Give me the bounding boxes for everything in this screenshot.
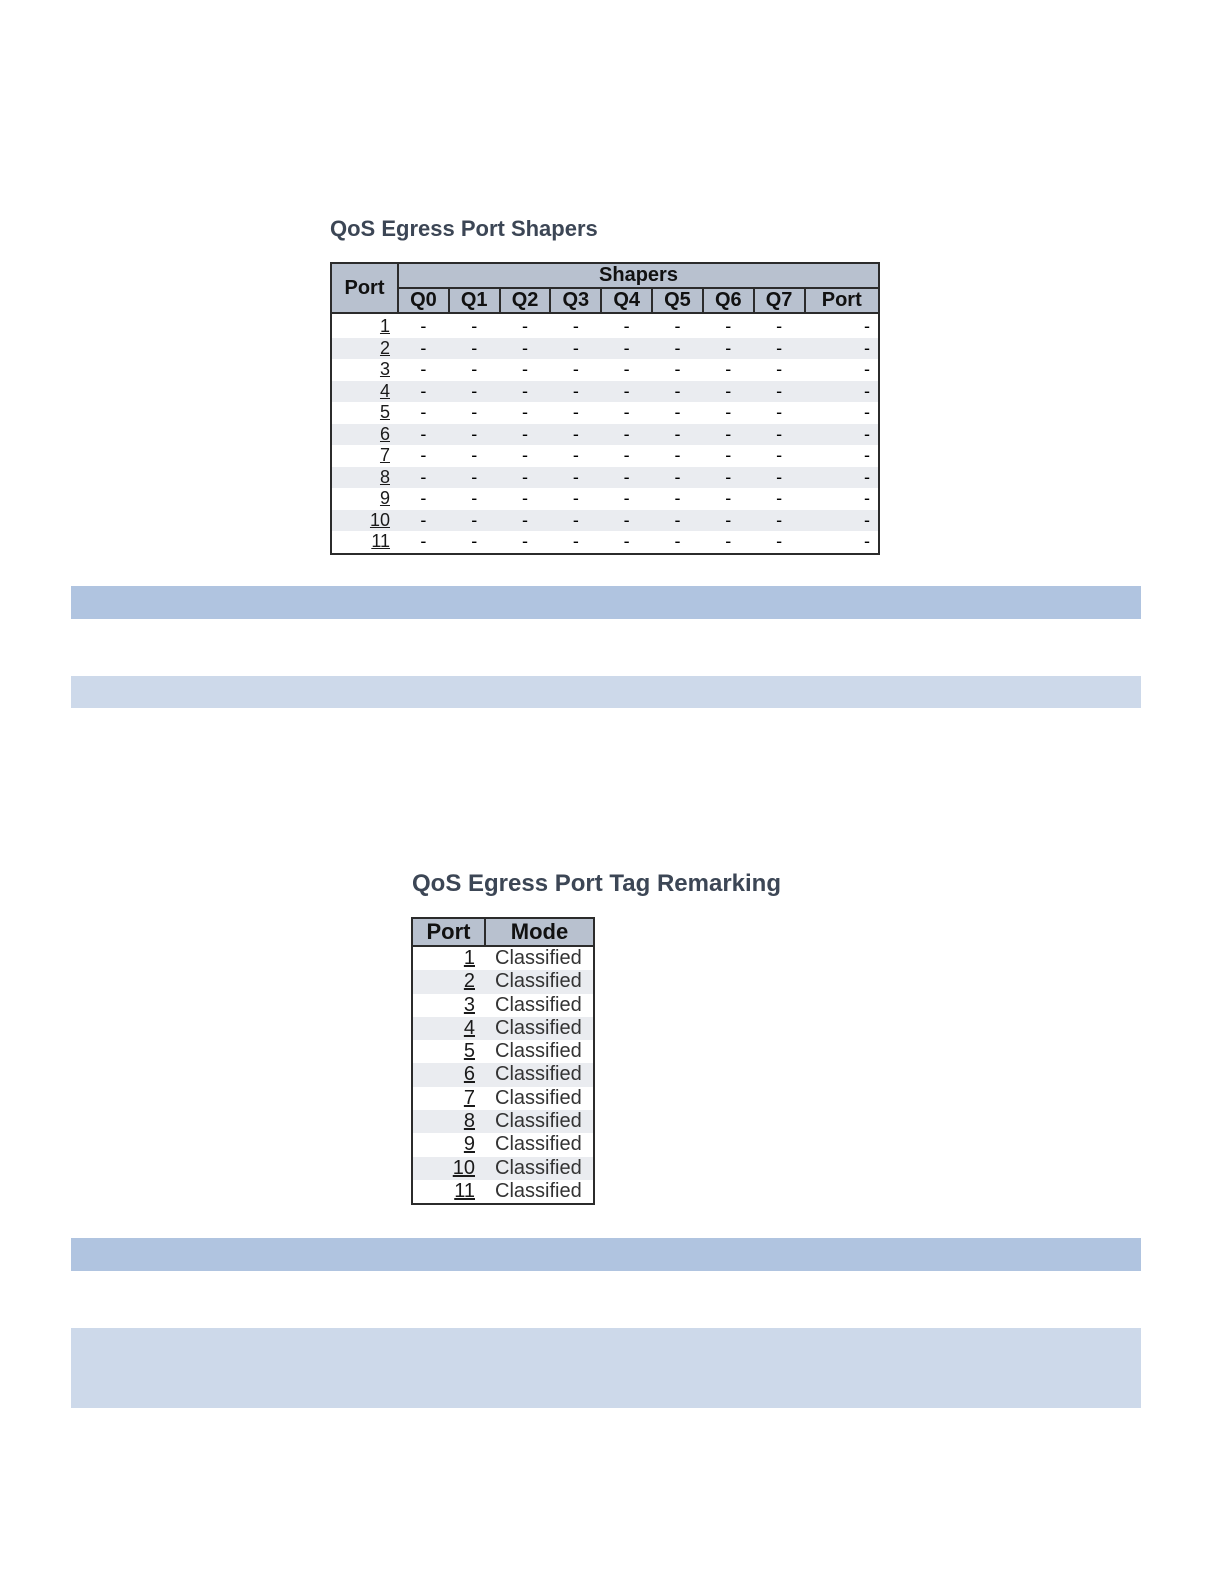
port-link[interactable]: 2 — [379, 337, 390, 358]
shaper-cell: - — [550, 424, 601, 446]
port-link[interactable]: 7 — [463, 1086, 475, 1109]
shaper-cell: - — [623, 445, 630, 465]
shaper-cell: - — [623, 402, 630, 422]
q1-column-header: Q1 — [449, 288, 500, 313]
shaper-cell: - — [776, 531, 783, 551]
shaper-cell: - — [754, 467, 805, 489]
shaper-cell: - — [522, 402, 529, 422]
shaper-cell: - — [776, 316, 783, 336]
shaper-cell: - — [725, 402, 732, 422]
shaper-cell: - — [674, 445, 681, 465]
shaper-cell: - — [398, 510, 449, 532]
port-cell — [412, 1157, 485, 1180]
table-row — [412, 1157, 594, 1180]
shaper-cell: - — [776, 445, 783, 465]
shaper-cell: - — [864, 445, 870, 465]
shaper-cell: - — [420, 402, 427, 422]
port-link[interactable]: 6 — [463, 1063, 475, 1086]
port-link[interactable]: 5 — [379, 402, 390, 422]
q5-column-header: Q5 — [652, 288, 703, 313]
table-row — [412, 994, 594, 1017]
shaper-cell: - — [572, 316, 579, 336]
port-cell — [331, 445, 398, 467]
table-row — [331, 510, 879, 532]
shaper-cell: - — [725, 488, 732, 508]
shaper-cell: - — [471, 359, 478, 379]
port-link[interactable]: 1 — [463, 947, 475, 969]
port-cell — [331, 467, 398, 489]
shaper-cell: - — [652, 467, 703, 489]
port-link[interactable]: 11 — [371, 531, 390, 551]
shaper-cell: - — [703, 467, 754, 489]
shaper-cell: - — [572, 531, 579, 551]
shaper-cell: - — [500, 338, 551, 360]
table-row — [412, 1180, 594, 1204]
q6-column-header: Q6 — [703, 288, 754, 313]
shaper-cell: - — [471, 531, 478, 551]
port-cell — [412, 1110, 485, 1133]
mode-cell: Classified — [495, 1179, 582, 1202]
shaper-cell: - — [398, 381, 449, 403]
shaper-cell: - — [500, 424, 551, 446]
shaper-cell: - — [522, 316, 529, 336]
mode-cell: Classified — [485, 970, 594, 993]
shaper-cell: - — [572, 488, 579, 508]
shaper-cell: - — [652, 381, 703, 403]
port-cell — [331, 531, 398, 554]
port-cell — [412, 994, 485, 1017]
mode-cell: Classified — [485, 1110, 594, 1133]
q4-column-header: Q4 — [601, 288, 652, 313]
shaper-cell: - — [674, 531, 681, 551]
port-cell — [412, 1180, 485, 1204]
port-link[interactable]: 3 — [379, 359, 390, 379]
section-band — [71, 1328, 1141, 1408]
shaper-cell: - — [805, 381, 880, 403]
table-row — [331, 424, 879, 446]
shaper-cell: - — [805, 424, 880, 446]
shaper-cell: - — [550, 467, 601, 489]
table-row — [412, 970, 594, 993]
port-link[interactable]: 6 — [379, 423, 390, 444]
shaper-cell: - — [449, 510, 500, 532]
shaper-cell: - — [471, 488, 478, 508]
shaper-cell: - — [420, 316, 427, 336]
port-cell — [412, 1087, 485, 1110]
shaper-cell: - — [652, 338, 703, 360]
mode-cell: Classified — [485, 1063, 594, 1086]
shaper-cell: - — [703, 424, 754, 446]
port-cell — [331, 488, 398, 510]
shaper-cell: - — [522, 359, 529, 379]
port-column-header: Port — [412, 918, 485, 946]
shaper-cell: - — [500, 467, 551, 489]
port-link[interactable]: 1 — [379, 316, 390, 336]
table-row — [412, 1017, 594, 1040]
shaper-cell: - — [420, 445, 427, 465]
shaper-cell: - — [703, 510, 754, 532]
table-row — [331, 402, 879, 424]
section-band — [71, 676, 1141, 708]
shaper-cell: - — [522, 531, 529, 551]
table-row — [331, 338, 879, 360]
port-cell — [331, 510, 398, 532]
table-row — [331, 467, 879, 489]
shaper-cell: - — [449, 424, 500, 446]
table-row — [331, 531, 879, 554]
shaper-cell: - — [754, 338, 805, 360]
shaper-cell: - — [522, 488, 529, 508]
shaper-cell: - — [500, 381, 551, 403]
shaper-cell: - — [864, 359, 870, 379]
mode-cell: Classified — [495, 947, 582, 969]
port-cell — [331, 402, 398, 424]
shaper-cell: - — [572, 359, 579, 379]
port-link[interactable]: 2 — [463, 970, 475, 993]
shaper-cell: - — [550, 381, 601, 403]
shaper-cell: - — [550, 510, 601, 532]
shaper-cell: - — [864, 402, 870, 422]
shaper-cell: - — [805, 510, 880, 532]
shaper-cell: - — [623, 359, 630, 379]
shaper-cell: - — [623, 531, 630, 551]
shaper-cell: - — [703, 381, 754, 403]
table-row — [412, 1133, 594, 1156]
q0-column-header: Q0 — [398, 288, 449, 313]
shaper-cell: - — [471, 402, 478, 422]
shaper-cell: - — [471, 445, 478, 465]
mode-column-header: Mode — [485, 918, 594, 946]
shaper-cell: - — [398, 467, 449, 489]
q3-column-header: Q3 — [550, 288, 601, 313]
table-row — [412, 1110, 594, 1133]
mode-cell: Classified — [495, 1040, 582, 1063]
shaper-cell: - — [674, 488, 681, 508]
shapers-title: QoS Egress Port Shapers — [330, 216, 598, 241]
port-link[interactable]: 9 — [463, 1133, 475, 1156]
shaper-cell: - — [754, 510, 805, 532]
mode-cell: Classified — [495, 993, 582, 1016]
shaper-cell: - — [623, 316, 630, 336]
table-row — [412, 1063, 594, 1086]
shaper-cell: - — [601, 510, 652, 532]
mode-cell: Classified — [495, 1086, 582, 1109]
port-link[interactable]: 8 — [379, 466, 390, 487]
shaper-cell: - — [754, 424, 805, 446]
section-band — [71, 586, 1141, 619]
shaper-cell: - — [449, 467, 500, 489]
shaper-cell: - — [398, 338, 449, 360]
shaper-cell: - — [674, 359, 681, 379]
shaper-cell: - — [572, 445, 579, 465]
shaper-cell: - — [652, 510, 703, 532]
table-row — [331, 359, 879, 381]
mode-cell: Classified — [485, 1157, 594, 1180]
port-cell — [331, 338, 398, 360]
shaper-cell: - — [864, 488, 870, 508]
shaper-cell: - — [601, 381, 652, 403]
shaper-cell: - — [754, 381, 805, 403]
shaper-cell: - — [500, 510, 551, 532]
mode-cell: Classified — [495, 1133, 582, 1156]
shaper-cell: - — [572, 402, 579, 422]
port-cell — [331, 313, 398, 338]
shaper-cell: - — [805, 467, 880, 489]
port-cell — [412, 1063, 485, 1086]
table-row — [412, 946, 594, 970]
port-cell — [412, 946, 485, 970]
shaper-cell: - — [864, 316, 870, 336]
shaper-cell: - — [398, 424, 449, 446]
port-link[interactable]: 5 — [463, 1040, 475, 1063]
port-cell — [412, 1133, 485, 1156]
shaper-cell: - — [776, 359, 783, 379]
port-link[interactable]: 10 — [369, 509, 390, 530]
shaper-cell: - — [703, 338, 754, 360]
shaper-cell: - — [652, 424, 703, 446]
shaper-cell: - — [725, 445, 732, 465]
shaper-cell: - — [420, 531, 427, 551]
shaper-cell: - — [471, 316, 478, 336]
port-link[interactable]: 4 — [379, 380, 390, 401]
shaper-cell: - — [449, 338, 500, 360]
port-cell — [331, 359, 398, 381]
shaper-cell: - — [674, 402, 681, 422]
port-link[interactable]: 10 — [452, 1156, 475, 1179]
port-link[interactable]: 11 — [454, 1179, 475, 1202]
shaper-cell: - — [623, 488, 630, 508]
shaper-cell: - — [805, 338, 880, 360]
table-row — [412, 1087, 594, 1110]
shaper-cell: - — [420, 359, 427, 379]
port-shaper-column-header: Port — [805, 288, 880, 313]
port-link[interactable]: 9 — [379, 488, 390, 508]
table-row — [412, 1040, 594, 1063]
shapers-table — [330, 262, 880, 555]
shaper-cell: - — [776, 402, 783, 422]
table-row — [331, 313, 879, 338]
port-link[interactable]: 7 — [379, 445, 390, 465]
table-row — [331, 381, 879, 403]
table-row — [331, 445, 879, 467]
port-link[interactable]: 3 — [463, 993, 475, 1016]
shaper-cell: - — [725, 316, 732, 336]
shaper-cell: - — [725, 531, 732, 551]
shaper-cell: - — [601, 338, 652, 360]
shaper-cell: - — [864, 531, 870, 551]
port-cell — [412, 1040, 485, 1063]
q2-column-header: Q2 — [500, 288, 551, 313]
port-link[interactable]: 8 — [463, 1110, 475, 1133]
shapers-group-header: Shapers — [398, 263, 879, 288]
section-band — [71, 1238, 1141, 1271]
shaper-cell: - — [550, 338, 601, 360]
shaper-cell: - — [601, 424, 652, 446]
shaper-cell: - — [601, 467, 652, 489]
shaper-cell: - — [725, 359, 732, 379]
port-column-header: Port — [331, 263, 398, 313]
port-link[interactable]: 4 — [463, 1016, 475, 1039]
remarking-title: QoS Egress Port Tag Remarking — [412, 870, 781, 897]
port-cell — [331, 424, 398, 446]
shaper-cell: - — [449, 381, 500, 403]
shaper-cell: - — [522, 445, 529, 465]
mode-cell: Classified — [485, 1017, 594, 1040]
shaper-cell: - — [420, 488, 427, 508]
port-cell — [412, 970, 485, 993]
shaper-cell: - — [776, 488, 783, 508]
port-cell — [331, 381, 398, 403]
q7-column-header: Q7 — [754, 288, 805, 313]
table-row — [331, 488, 879, 510]
shaper-cell: - — [674, 316, 681, 336]
remarking-table — [411, 917, 595, 1205]
port-cell — [412, 1017, 485, 1040]
